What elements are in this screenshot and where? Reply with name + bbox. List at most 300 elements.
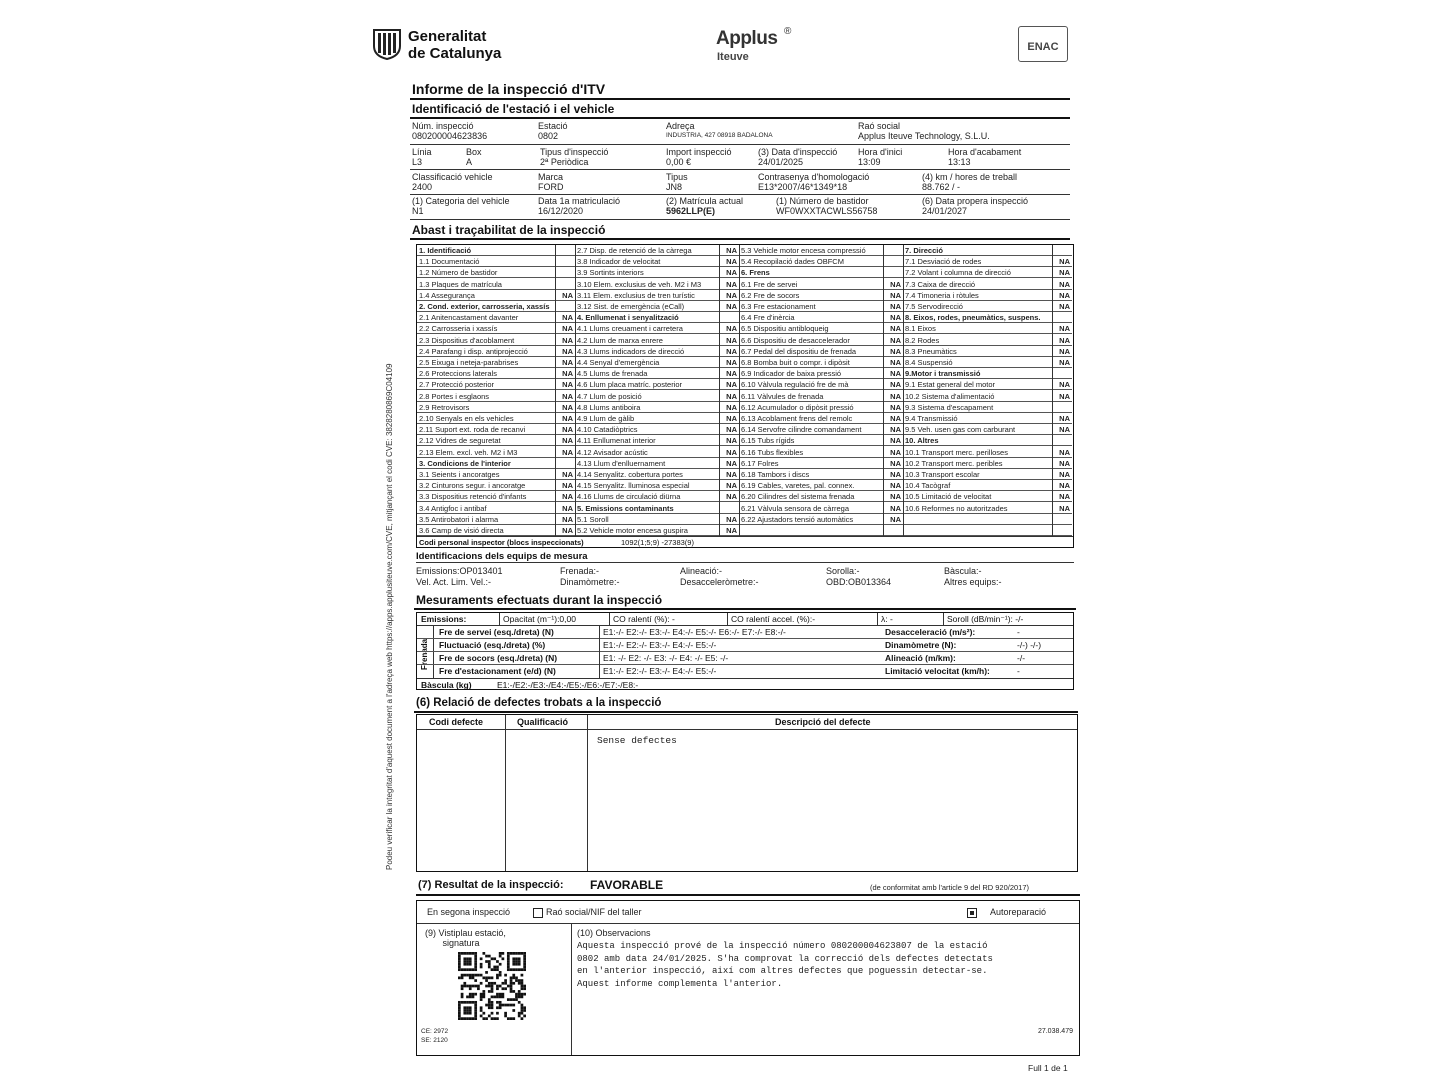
scope-item-label: 6.13 Acoblament frens del remolc: [741, 414, 853, 423]
scope-item: [739, 301, 903, 312]
scope-item-result: NA: [1059, 503, 1070, 513]
rao-social-checkbox[interactable]: [533, 908, 543, 918]
meas-row-value: E1:-/- E2:-/- E3:-/- E4:-/- E5:-/-: [603, 666, 717, 676]
scope-item: [575, 335, 739, 346]
meas-row-value: E1:-/- E2:-/- E3:-/- E4:-/- E5:-/- E6:-/- E7:-/- E8:-/-: [603, 627, 786, 637]
scope-item: [903, 469, 1072, 480]
scope-item-label: 6.7 Pedal del dispositiu de frenada: [741, 346, 857, 356]
scope-item-label: 8.3 Pneumàtics: [905, 346, 957, 356]
scope-item-result: NA: [562, 290, 573, 300]
scope-item-result: NA: [562, 358, 573, 367]
scope-item-label: 3.4 Antigfoc i antibaf: [419, 503, 487, 513]
scope-item: [417, 525, 575, 536]
equip-item: [416, 577, 491, 587]
scope-item: [739, 346, 903, 357]
scope-item-label: 5.3 Vehicle motor encesa compressió: [741, 246, 866, 255]
scope-item-result: NA: [890, 436, 901, 446]
page-footer: Full 1 de 1: [1028, 1063, 1068, 1073]
scope-item-label: 2.6 Proteccions laterals: [419, 369, 497, 379]
scope-item: [903, 279, 1072, 290]
meas-row-label: Fluctuació (esq./dreta) (%): [439, 640, 546, 650]
scope-item-label: 6.22 Ajustadors tensió automàtics: [741, 514, 854, 524]
scope-item: [417, 312, 575, 323]
scope-item-result: NA: [890, 458, 901, 468]
scope-item-result: NA: [890, 279, 901, 289]
scope-item: [739, 413, 903, 424]
scope-item-result: NA: [562, 436, 573, 446]
scope-item: [903, 335, 1072, 346]
scope-item-result: NA: [890, 503, 901, 513]
ident-r2-value-0: L3: [412, 157, 423, 167]
scope-item: [903, 525, 1072, 536]
scope-item: [739, 514, 903, 525]
scope-item-result: NA: [726, 458, 737, 468]
scope-item-label: 6.6 Dispositiu de desaccelerador: [741, 335, 850, 345]
scope-item-label: 8.4 Suspensió: [905, 358, 953, 367]
scope-item-label: 7.3 Caixa de direcció: [905, 279, 976, 289]
scope-item: [575, 379, 739, 390]
scope-item-label: 6.3 Fre estacionament: [741, 302, 816, 311]
scope-item-label: 2.2 Carrosseria i xassís: [419, 324, 498, 334]
scope-item-result: NA: [726, 492, 737, 502]
frenada-vertical-label: Frenada: [420, 638, 429, 670]
scope-item: [903, 267, 1072, 278]
scope-item-label: 2.4 Parafang i disp. antiprojecció: [419, 346, 528, 356]
scope-item-label: 1.2 Número de bastidor: [419, 268, 498, 278]
scope-item: [739, 447, 903, 458]
equip-item: [560, 566, 599, 576]
defects-col-qualification: Qualificació: [517, 717, 569, 727]
bascula-label: Bàscula (kg): [421, 680, 472, 690]
scope-item-result: NA: [726, 358, 737, 367]
ident-r1-value-3: Applus Iteuve Technology, S.L.U.: [858, 131, 990, 141]
scope-item-result: NA: [890, 447, 901, 457]
scope-item-result: NA: [1059, 290, 1070, 300]
ident-r4-label-1: Data 1a matriculació: [538, 196, 621, 206]
scope-item: [417, 480, 575, 491]
ident-r1-label-2: Adreça: [666, 121, 695, 131]
scope-item: [739, 491, 903, 502]
meas-row: [417, 626, 1073, 639]
scope-item-label: 3.11 Elem. exclusius de tren turístic: [577, 290, 695, 300]
scope-item-label: 4.11 Enllumenat interior: [577, 436, 656, 446]
scope-item: [417, 435, 575, 446]
scope-item-label: 2.9 Retrovisors: [419, 402, 470, 412]
scope-item: [575, 391, 739, 402]
scope-item-result: NA: [1059, 302, 1070, 311]
scope-item-label: 3.9 Sortints interiors: [577, 268, 644, 278]
scope-footer: [417, 536, 1073, 548]
equip-item: [560, 577, 620, 587]
ident-r4-value-4: 24/01/2027: [922, 206, 968, 216]
scope-item-result: NA: [726, 302, 737, 311]
ident-r2-label-1: Box: [466, 147, 482, 157]
ident-r3-value-1: FORD: [538, 182, 564, 192]
brand-logo: Applus: [716, 28, 778, 49]
meas-row: [417, 652, 1073, 665]
scope-item: [739, 267, 903, 278]
autoreparacio-checkbox[interactable]: [967, 908, 977, 918]
scope-item-label: 1.1 Documentació: [419, 257, 480, 267]
scope-item: [739, 279, 903, 290]
scope-item: [903, 301, 1072, 312]
scope-item: [575, 491, 739, 502]
scope-item-result: NA: [726, 481, 737, 491]
equip-label: Desacceleròmetre:: [680, 577, 756, 587]
scope-item-label: 5. Emissions contaminants: [577, 503, 674, 513]
scope-item: [903, 312, 1072, 323]
scope-item: [903, 290, 1072, 301]
scope-item: [739, 402, 903, 413]
ident-r3-label-4: (4) km / hores de treball: [922, 172, 1018, 182]
scope-item: [417, 413, 575, 424]
scope-item-result: NA: [1059, 447, 1070, 457]
scope-item: [739, 391, 903, 402]
scope-item-label: 4.13 Llum d'enlluernament: [577, 458, 666, 468]
meas-right-value: -: [1017, 666, 1020, 676]
scope-item-result: NA: [726, 324, 737, 334]
ident-r2-label-5: Hora d'inici: [858, 147, 903, 157]
scope-item-result: NA: [562, 481, 573, 491]
scope-item: [417, 245, 575, 256]
scope-item: [739, 458, 903, 469]
meas-right-value: -/-) -/-): [1017, 640, 1042, 650]
ident-r1-label-0: Núm. inspecció: [412, 121, 474, 131]
scope-item-label: 4.1 Llums creuament i carretera: [577, 324, 683, 334]
ident-r2-label-0: Línia: [412, 147, 432, 157]
scope-item-label: 4.9 Llum de gàlib: [577, 414, 635, 423]
scope-item: [575, 525, 739, 536]
scope-item-result: NA: [890, 425, 901, 435]
meas-right-value: -: [1017, 627, 1020, 637]
scope-item-result: NA: [726, 436, 737, 446]
scope-item-label: 4.3 Llums indicadors de direcció: [577, 346, 685, 356]
meas-right-label: Dinamòmetre (N):: [885, 640, 957, 650]
scope-item-label: 2.13 Elem. excl. veh. M2 i M3: [419, 447, 518, 457]
ident-r2-label-4: (3) Data d'inspecció: [758, 147, 838, 157]
scope-item-label: 3.8 Indicador de velocitat: [577, 257, 661, 267]
ident-r4-value-3: WF0WXXTACWLS56758: [776, 206, 878, 216]
scope-item: [903, 424, 1072, 435]
scope-item: [739, 503, 903, 514]
section-equip-title: Identificacions dels equips de mesura: [416, 551, 588, 562]
scope-item-label: 6.5 Dispositiu antibloqueig: [741, 324, 829, 334]
scope-item: [575, 469, 739, 480]
lambda-value: λ: -: [881, 614, 893, 624]
scope-item: [739, 323, 903, 334]
equip-value: -: [856, 566, 860, 576]
equip-value: -: [998, 577, 1002, 587]
scope-item: [417, 447, 575, 458]
meas-right-label: Alineació (m/km):: [885, 653, 956, 663]
equip-label: Emissions:: [416, 566, 460, 576]
scope-item: [575, 357, 739, 368]
scope-item: [739, 245, 903, 256]
scope-item: [575, 267, 739, 278]
scope-item-result: NA: [562, 503, 573, 513]
scope-footer-label: Codi personal inspector (blocs inspeccionats): [419, 538, 584, 547]
scope-item-result: NA: [562, 313, 573, 323]
scope-item: [417, 346, 575, 357]
scope-item: [417, 267, 575, 278]
scope-item-label: 8. Eixos, rodes, pneumàtics, suspens.: [905, 313, 1041, 323]
scope-item-label: 6.4 Fre d'inèrcia: [741, 313, 795, 323]
scope-item-result: NA: [1059, 481, 1070, 491]
code-right: 27.038.479: [1037, 1028, 1073, 1035]
ident-r2-value-3: 0,00 €: [666, 157, 692, 167]
ident-r1-value-1: 0802: [538, 131, 559, 141]
equip-label: Frenada:: [560, 566, 597, 576]
scope-item: [575, 279, 739, 290]
ident-r4-label-3: (1) Número de bastidor: [776, 196, 869, 206]
scope-item: [417, 323, 575, 334]
scope-item-result: NA: [562, 447, 573, 457]
scope-item: [575, 402, 739, 413]
ident-r2-label-6: Hora d'acabament: [948, 147, 1022, 157]
scope-item-result: NA: [562, 492, 573, 502]
section-defects-title: (6) Relació de defectes trobats a la inspecció: [416, 697, 662, 709]
scope-item: [903, 346, 1072, 357]
scope-item: [903, 480, 1072, 491]
scope-item-label: 4. Enllumenat i senyalització: [577, 313, 679, 323]
scope-item: [903, 435, 1072, 446]
ident-r4-label-0: (1) Categoria del vehicle: [412, 196, 510, 206]
scope-item-label: 5.4 Recopilació dades OBFCM: [741, 257, 844, 267]
meas-row-label: Fre de servei (esq./dreta) (N): [439, 627, 554, 637]
scope-item-result: NA: [726, 380, 737, 390]
ident-r1-label-3: Raó social: [858, 121, 901, 131]
scope-item-label: 9.4 Transmissió: [905, 414, 958, 423]
scope-item-result: NA: [726, 447, 737, 457]
qr-code-icon: [458, 952, 526, 1020]
scope-item: [575, 256, 739, 267]
code-left-1: CE: 2972: [421, 1028, 449, 1035]
scope-item: [417, 335, 575, 346]
ident-r4-value-0: N1: [412, 206, 424, 216]
equip-value: -: [616, 577, 620, 587]
scope-item-result: NA: [726, 391, 737, 401]
meas-row: [417, 639, 1073, 652]
scope-item-label: 2. Cond. exterior, carrosseria, xassís: [419, 302, 550, 311]
scope-item: [739, 469, 903, 480]
scope-item-label: 10.6 Reformes no autoritzades: [905, 503, 1008, 513]
scope-item-label: 2.1 Anitencastament davanter: [419, 313, 519, 323]
scope-item: [417, 379, 575, 390]
scope-item: [903, 245, 1072, 256]
scope-item-label: 2.10 Senyals en els vehicles: [419, 414, 514, 423]
scope-item-label: 2.8 Portes i esglaons: [419, 391, 490, 401]
scope-item-result: NA: [726, 268, 737, 278]
equip-value: -: [719, 566, 723, 576]
scope-item-result: NA: [726, 290, 737, 300]
scope-item-label: 4.10 Catadiòptrics: [577, 425, 638, 435]
scope-item: [417, 491, 575, 502]
scope-item-label: 3.3 Dispositius retenció d'infants: [419, 492, 527, 502]
scope-item-result: NA: [1059, 425, 1070, 435]
scope-item-label: 6.8 Bomba buit o compr. i dipòsit: [741, 358, 850, 367]
scope-item-result: NA: [726, 279, 737, 289]
scope-item: [417, 368, 575, 379]
scope-item-label: 3.5 Antirobatori i alarma: [419, 514, 499, 524]
scope-item-label: 9.5 Veh. usen gas com carburant: [905, 425, 1016, 435]
soroll-value: Soroll (dB/min⁻¹): -/-: [947, 614, 1024, 624]
scope-item-label: 2.3 Dispositius d'acoblament: [419, 335, 515, 345]
generalitat-logo-icon: [372, 28, 402, 60]
scope-item-label: 10.2 Sistema d'alimentació: [905, 391, 995, 401]
equip-label: Alineació:: [680, 566, 720, 576]
org-name-line2: de Catalunya: [408, 45, 502, 62]
section-meas-title: Mesuraments efectuats durant la inspecció: [416, 593, 663, 607]
equip-value: -: [978, 566, 982, 576]
scope-item: [739, 256, 903, 267]
scope-item-label: 10.2 Transport merc. peribles: [905, 458, 1003, 468]
scope-item-result: NA: [1059, 380, 1070, 390]
scope-item: [417, 290, 575, 301]
scope-item-label: 6.15 Tubs rígids: [741, 436, 795, 446]
scope-item-label: 6.17 Folres: [741, 458, 779, 468]
scope-item: [417, 469, 575, 480]
scope-item-result: NA: [726, 335, 737, 345]
scope-item: [417, 256, 575, 267]
scope-item-result: NA: [562, 526, 573, 535]
scope-item-result: NA: [562, 402, 573, 412]
scope-item-label: 2.12 Vidres de seguretat: [419, 436, 501, 446]
observacions-label: (10) Observacions: [577, 928, 651, 938]
scope-item-result: NA: [726, 257, 737, 267]
ident-r3-value-2: JN8: [666, 182, 683, 192]
scope-item: [739, 368, 903, 379]
co-accel-value: CO ralentí accel. (%):-: [731, 614, 816, 624]
scope-item-label: 4.12 Avisador acústic: [577, 447, 648, 457]
scope-item: [575, 447, 739, 458]
ident-r4-value-1: 16/12/2020: [538, 206, 584, 216]
ident-r2-value-6: 13:13: [948, 157, 971, 167]
scope-item-result: NA: [890, 391, 901, 401]
scope-item-result: NA: [1059, 470, 1070, 479]
scope-item: [739, 480, 903, 491]
observacions-text: Aquesta inspecció prové de la inspecció número 080200004623807 de la estació 0802 amb data 24/01/2025. S'ha comprovat la correcció dels defectes detectats en l'anterior inspecció, així com altres defectes que poguessin detectar-se. Aquest informe complementa l'anterior.: [577, 941, 993, 989]
equip-item: [826, 577, 891, 587]
ident-r4-value-2: 5962LLP(E): [666, 206, 716, 216]
scope-item-result: NA: [890, 481, 901, 491]
scope-item-result: NA: [1059, 358, 1070, 367]
scope-item: [575, 301, 739, 312]
scope-item: [739, 379, 903, 390]
ident-r2-label-2: Tipus d'inspecció: [540, 147, 609, 157]
equip-value: OP013401: [459, 566, 503, 576]
result-label: (7) Resultat de la inspecció:: [418, 879, 564, 891]
equip-item: [826, 566, 860, 576]
ident-r1-value-2: INDUSTRIA, 427 08918 BADALONA: [666, 132, 773, 139]
scope-item: [575, 435, 739, 446]
scope-item: [575, 323, 739, 334]
ident-r3-label-3: Contrasenya d'homologació: [758, 172, 870, 182]
meas-right-value: -/-: [1017, 653, 1026, 663]
section-ident-title: Identificació de l'estació i el vehicle: [412, 102, 615, 116]
scope-item-result: NA: [890, 313, 901, 323]
scope-item-result: NA: [726, 246, 737, 255]
scope-item-label: 4.2 Llum de marxa enrere: [577, 335, 663, 345]
scope-item-result: NA: [562, 369, 573, 379]
scope-item: [903, 323, 1072, 334]
scope-item-label: 6.21 Vàlvula sensora de càrrega: [741, 503, 849, 513]
scope-item: [739, 424, 903, 435]
scope-item-result: NA: [726, 346, 737, 356]
code-left-2: SE: 2120: [421, 1037, 448, 1044]
scope-item: [903, 402, 1072, 413]
org-name-line1: Generalitat: [408, 28, 487, 45]
scope-item: [575, 480, 739, 491]
equip-value: OB013364: [848, 577, 892, 587]
meas-row-value: E1: -/- E2: -/- E3: -/- E4: -/- E5: -/-: [603, 653, 729, 663]
rao-social-nif-field: [533, 907, 642, 918]
scope-item-result: NA: [1059, 257, 1070, 267]
scope-item-result: NA: [726, 402, 737, 412]
vistiplau-label: (9) Vistiplau estació, signatura: [425, 928, 506, 948]
ident-r3-label-1: Marca: [538, 172, 564, 182]
defects-text: Sense defectes: [597, 735, 677, 746]
scope-item-label: 10.3 Transport escolar: [905, 470, 980, 479]
scope-item-label: 7.1 Desviació de rodes: [905, 257, 982, 267]
scope-item-label: 4.5 Llums de frenada: [577, 369, 648, 379]
scope-item-label: 7.2 Volant i columna de direcció: [905, 268, 1011, 278]
scope-item-label: 6.9 Indicador de baixa pressió: [741, 369, 842, 379]
scope-item: [575, 312, 739, 323]
scope-item-label: 10.4 Tacògraf: [905, 481, 951, 491]
meas-row-label: Fre d'estacionament (e/d) (N): [439, 666, 556, 676]
scope-item: [903, 357, 1072, 368]
scope-item: [575, 368, 739, 379]
scope-item-label: 10.5 Limitació de velocitat: [905, 492, 992, 502]
scope-item-label: 6.19 Cables, varetes, pal. connex.: [741, 481, 855, 491]
scope-item-label: 3.10 Elem. exclusius de veh. M2 i M3: [577, 279, 702, 289]
equip-item: [680, 566, 722, 576]
scope-item-result: NA: [1059, 324, 1070, 334]
scope-item-label: 6.1 Fre de servei: [741, 279, 798, 289]
ident-r3-label-0: Classificació vehicle: [412, 172, 493, 182]
scope-item: [903, 368, 1072, 379]
ident-r2-value-5: 13:09: [858, 157, 881, 167]
scope-item-label: 7.4 Timoneria i ròtules: [905, 290, 979, 300]
scope-item-label: 6.16 Tubs flexibles: [741, 447, 804, 457]
scope-item-label: 2.7 Disp. de retenció de la càrrega: [577, 246, 692, 255]
scope-item: [575, 503, 739, 514]
scope-item-result: NA: [890, 402, 901, 412]
scope-item-label: 4.4 Senyal d'emergència: [577, 358, 660, 367]
side-verification-text: Podeu verificar la integritat d'aquest document a l'adreça web https://apps.applusiteuve.com/CVE, mitjançant el codi CVE: 3828280869C04109: [385, 363, 394, 870]
measurements-table: [416, 612, 1074, 690]
meas-right-label: Desacceleració (m/s²):: [885, 627, 976, 637]
enac-label: ENAC: [1027, 41, 1059, 53]
scope-item-label: 2.5 Eixuga i neteja-parabrises: [419, 358, 519, 367]
defects-table: [416, 714, 1078, 872]
scope-item-label: 6.12 Acumulador o dipòsit pressió: [741, 402, 854, 412]
autoreparacio-field: [967, 907, 1046, 918]
defects-col-description: Descripció del defecte: [775, 717, 871, 727]
scope-item-result: NA: [890, 346, 901, 356]
scope-item-result: NA: [562, 335, 573, 345]
scope-item-label: 1. Identificació: [419, 246, 472, 255]
scope-item-label: 6.2 Fre de socors: [741, 290, 800, 300]
scope-item-label: 5.2 Vehicle motor encesa guspira: [577, 526, 688, 535]
scope-item-label: 6.20 Cilindres del sistema frenada: [741, 492, 855, 502]
scope-item-result: NA: [562, 346, 573, 356]
scope-item-result: NA: [562, 391, 573, 401]
scope-item-result: NA: [1059, 414, 1070, 423]
scope-item: [575, 514, 739, 525]
meas-row-label: Fre de socors (esq./dreta) (N): [439, 653, 558, 663]
scope-item: [575, 413, 739, 424]
